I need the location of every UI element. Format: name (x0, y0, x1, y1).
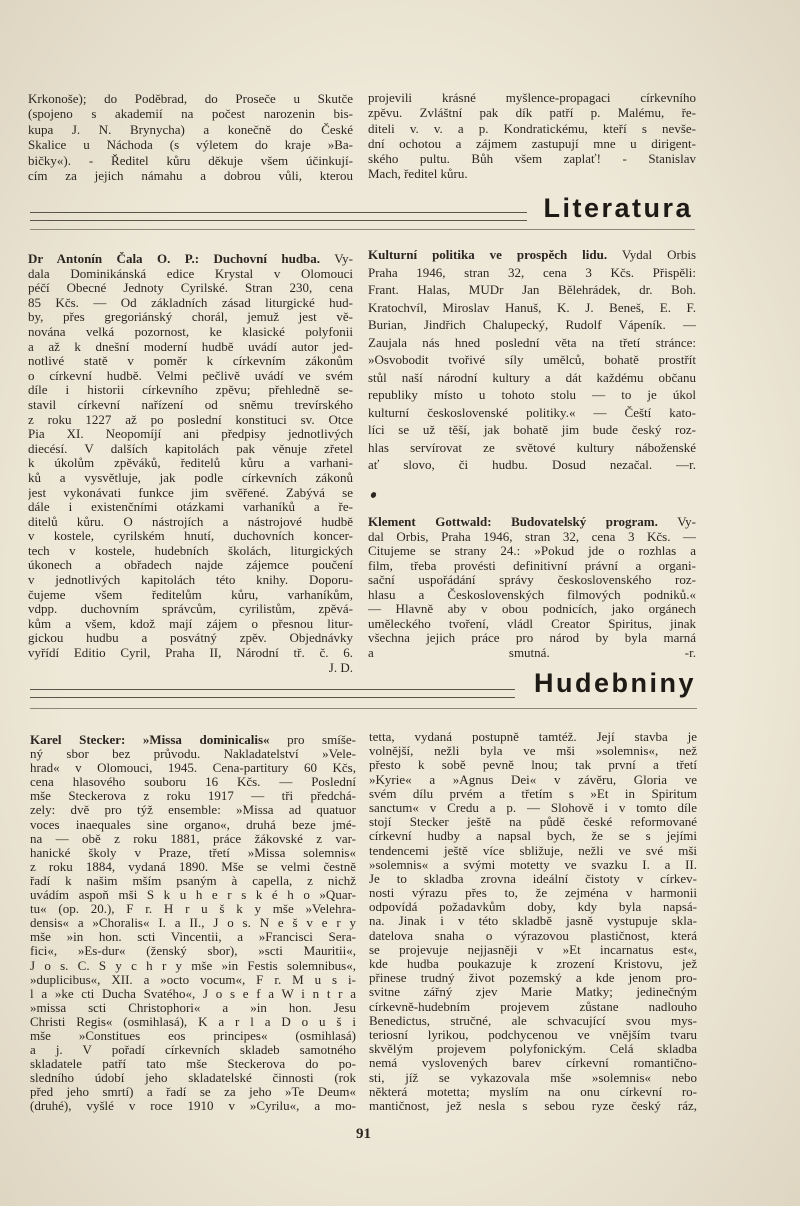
text-line: (spojeno s akademií na počest narozenin bis- (28, 106, 353, 122)
text-line: republiky místo u tohoto stolu — to je úkol (368, 387, 696, 402)
text-line: skladatele patří tato mše Steckerova do po- (30, 1057, 356, 1072)
section-rule (30, 212, 527, 213)
text-line: tech v kostele, hudebních školách, liturgických (28, 543, 353, 558)
review-title: Dr Antonín Čala O. P.: Duchovní hudba. (28, 252, 321, 266)
text-line: diteli v. v. a p. Kondratickému, kteří s nevše- (368, 120, 696, 136)
section-heading-literatura: Literatura (543, 193, 693, 223)
text-line: nemá vyslovených barev církevní romantično- (369, 1056, 697, 1071)
text-line: Je to skladba zrovna ideální čistoty v církev- (369, 871, 697, 886)
text-line: jest vykonávati funkce jim svěřené. Zabývá se (28, 485, 353, 500)
text-line: fici«, »Es-dur« (ženský sbor), »scti Mauritii«, (30, 944, 356, 959)
text-line: církevně-hudebním projevem zůstane nadlouho (369, 999, 697, 1014)
text-line: hlas servírovat ze světové kultury náboženské (368, 439, 696, 455)
text-line: řadí k našim mším psaným à capella, z nichž (30, 873, 356, 888)
text-line: úkonech a obřadech najde zájemce poučení (28, 558, 353, 573)
review-kulturni-politika (368, 246, 696, 474)
text-line: ať slovo, či hudbu. Dosud nezačal. —r. (368, 457, 696, 472)
text-line: gickou hudbu a posvátný zpěv. Objednávky (28, 631, 353, 646)
text-line: nována velká pozornost, ke klasické polyfonii (28, 324, 353, 339)
text-line: dala Dominikánská edice Krystal v Olomouci (28, 266, 353, 281)
text-line: mše »in hon. scti Vincentii, a »Francisci Sera- (30, 930, 356, 945)
text-line: »solemnis« a svými motetty ve svazku I. a II. (369, 857, 697, 872)
text-line: voces inaequales sine organo«, druhá beze jmé- (30, 817, 356, 832)
text-line (28, 252, 353, 267)
text-line: Praha 1946, stran 32, cena 3 Kčs. Přispěli: (368, 264, 696, 280)
text-line: J o s. C. S y c h r y mše »in Festis solemnibus«, (30, 958, 356, 973)
review-duchovni-hudba (28, 252, 353, 675)
text-line: projevili krásné myšlence-propagaci církevního (368, 90, 696, 105)
review-title: Klement Gottwald: Budovatelský program. (368, 515, 658, 529)
text-line: péčí Obecné Jednoty Cyrilské. Stran 230, cena (28, 281, 353, 296)
text-line: kulturní československé politiky.« — Čeští kato- (368, 404, 696, 420)
text-line: mše Steckerova z roku 1917 — tři předchá- (30, 789, 356, 804)
review-title: Kulturní politika ve prospěch lidu. (368, 247, 608, 262)
text-line: dále i existenčními otázkami varhaníků a ře- (28, 500, 353, 515)
text-line: l a »ke cti Ducha Svatého«, J o s e f a W i n t r a (30, 986, 356, 1001)
text-line: hanické školy v Praze, třetí »Missa solemnis« (30, 845, 356, 860)
text-line: dal Orbis, Praha 1946, stran 32, cena 3 Kčs. — (368, 529, 696, 544)
text-line: stojí Stecker ještě na půdě české reformované (369, 815, 697, 830)
text-line: stavil církevní nařízení od sněmu trevírského (28, 397, 353, 412)
text-line: notlivé statě v poměr k církevním zákonům (28, 354, 353, 369)
review-missa-dominicalis (30, 733, 356, 1114)
section-rule (30, 708, 697, 709)
text-line: diecésí. V dalších kapitolách pak věnuje zřetel (28, 441, 353, 456)
text-line: bičky«). - Ředitel kůru děkuje všem účinkují- (28, 152, 353, 168)
text-line: Zaujala nás hned poslední věta na třetí stránce: (368, 334, 696, 350)
text-line: volnější, nežli byla ve mši »solemnis«, než (369, 744, 697, 759)
review-title: Karel Stecker: »Missa dominicalis« (30, 733, 270, 747)
text-line: ditelů kůru. O nástrojích a nástrojové hudbě (28, 514, 353, 529)
text-line: hrad« v Olomouci, 1945. Cena-partitury 60 Kčs, (30, 761, 356, 776)
text-line: sační uspořádání správy československého roz- (368, 573, 696, 587)
text-line: Mach, ředitel kůru. (368, 166, 468, 182)
text-line: všechna jejich práce pro národ by byla marná (368, 631, 696, 645)
text-line: Christi Regis« (osmihlasá), K a r l a D o u š i (30, 1014, 356, 1029)
text-line: zpěvu. Zvláštní pak dík patří p. Malému, ře- (368, 105, 696, 121)
text-line: »Osvobodit tvořivé síly umělců, bohatě prostřít (368, 352, 696, 367)
text-line: odpovídá požadavkům doby, kdy byla napsá- (369, 900, 697, 915)
text-line: církevní hudby a napsal bych, že se s jejími (369, 829, 697, 844)
text-line (368, 246, 696, 264)
text-line: tu« (op. 20.), F r. H r u š k y mše »Velehra- (30, 902, 356, 917)
text-line: Pia XI. Neopomíjí ani předpisy jednotlivých (28, 427, 353, 442)
text-line: mantičnost, jež nesla s sebou ryze český ráz, (369, 1098, 697, 1113)
text-line: svitne zářný zjev Marie Matky; jedinečným (369, 985, 697, 1000)
separator-bullet (370, 491, 377, 499)
text-line: kupa J. N. Brynycha) a konečně do České (28, 121, 353, 137)
intro-left-column (28, 91, 353, 183)
section-rule (30, 220, 527, 221)
text-line: by, přes gregoriánský chorál, jemuž jest vě- (28, 310, 353, 325)
section-rule (30, 697, 515, 698)
text-line: hlasu a Československých filmových podniků.« (368, 587, 696, 602)
text-line-rest: Vy- (334, 252, 353, 266)
text-line: »missa scti Christophori« a »in hon. Jesu (30, 1000, 356, 1015)
text-line (30, 733, 356, 747)
section-rule (30, 229, 695, 230)
text-line (368, 515, 696, 530)
text-line: čujeme všem ředitelům kůru, varhaníkům, (28, 587, 353, 602)
text-line: a j. V pořadí církevních skladeb samotného (30, 1043, 356, 1058)
text-line: stůl naší národní kultury a dát každému občanu (368, 369, 696, 385)
text-line: cím za jejich námahu a dobrou vůli, kterou (28, 167, 353, 183)
section-rule (30, 689, 515, 690)
text-line-rest: Vydal Orbis (621, 247, 696, 262)
text-line: kde hudba poukazuje k zrození Kristovu, jež (369, 957, 697, 971)
page-number: 91 (356, 1126, 371, 1142)
text-line: z roku 1227 až po poslední konstituci sv. Otce (28, 412, 353, 427)
text-line: Krkonoše); do Poděbrad, do Proseče u Skutče (28, 91, 353, 106)
text-line: sledního údobí jeho skladatelské činnosti (rok (30, 1071, 356, 1086)
text-line: líci se už těší, jak bohatě jim bude český roz- (368, 422, 696, 437)
text-line: cena hlasového souboru 16 Kčs. — Poslední (30, 775, 356, 790)
text-line: 85 Kčs. — Od základních zásad liturgické hud- (28, 295, 353, 310)
text-line: J. D. (328, 660, 353, 675)
text-line: z roku 1884, vydaná 1890. Mše se velmi čestně (30, 859, 356, 874)
text-line: »duplicibus«, XII. a »octo vocum«, F r. M u s i- (30, 972, 356, 987)
text-line: tendencemi ještě více sbližuje, nežli ve své mši (369, 843, 697, 858)
text-line: tetta, vydaná postupně tamtéž. Její stavba je (369, 730, 697, 744)
text-line: se projevuje nejjasněji v »Et incarnatus est«, (369, 942, 697, 957)
text-line: Kratochvíl, Miroslav Hanuš, K. J. Beneš, E. F. (368, 299, 696, 315)
text-line: densis« a »Choralis« I. a II., J o s. N e š v e r y (30, 916, 356, 931)
text-line: nosti výrazu přes to, že zejména v harmonii (369, 886, 697, 901)
text-line: Citujeme se strany 24.: »Pokud jde o rozhlas a (368, 544, 696, 558)
text-line: dní ochotou a zájmem zastupují mne u dirigent- (368, 135, 696, 151)
text-line: uvádím aspoň mši S k u h e r s k é h o »Quar- (30, 888, 356, 903)
text-line: a smutná. -r. (368, 645, 696, 660)
text-line: ný sbor bez průvodu. Nakladatelství »Vele- (30, 747, 356, 762)
text-line-rest: pro smíše- (287, 733, 356, 747)
text-line: Frant. Halas, MUDr Jan Bělehrádek, dr. Boh. (368, 282, 696, 297)
text-line: (druhé), vyšlé v roce 1910 v »Cyrilu«, a mo- (30, 1099, 356, 1114)
text-line: Burian, Jindřich Chalupecký, Rudolf Vápeník. — (368, 317, 696, 332)
text-line: Benedictus, stručné, ale schvacující svou mys- (369, 1013, 697, 1028)
intro-right-column (368, 90, 696, 182)
text-line: ského pultu. Bůh všem zaplať! - Stanislav (368, 151, 696, 167)
text-line: »Kyrie« a »Agnus Dei« v závěru, Gloria ve (369, 772, 697, 787)
text-line: teriosní lyrikou, podchycenou ve vnějším tvaru (369, 1027, 697, 1042)
text-line: kům a všem, kdož mají zájem o přesnou litur- (28, 616, 353, 631)
text-line: vyřídí Editio Cyril, Praha II, Národní tř. č. 6. (28, 646, 353, 661)
text-line: v kostele, cyrilském hnutí, duchovních koncer- (28, 529, 353, 544)
text-line: mše »Constitues eos principes« (osmihlasá) (30, 1028, 356, 1043)
text-line: o církevní hudbě. Velmi pečlivě uvádí ve svém (28, 368, 353, 383)
section-heading-hudebniny: Hudebniny (534, 668, 696, 698)
text-line: některá motetta; myslím na onu církevní ro- (369, 1084, 697, 1099)
text-line: — Hlavně aby v obou podnicích, jako orgánech (368, 602, 696, 616)
text-line: díle i historii církevního zpěvu; přehledně se- (28, 383, 353, 398)
text-line: vdpp. duchovním správcům, cyrilistům, zpěvá- (28, 602, 353, 617)
review-missa-dominicalis-continued (369, 730, 697, 1113)
text-line: zely: dvě pro týž ensemble: »Missa ad quatuor (30, 803, 356, 818)
text-line: svém dílu prvém a třetím s »Et in Spiritum (369, 786, 697, 801)
text-line: sti, jíž se vykazovala mše »solemnis« nebo (369, 1070, 697, 1085)
text-line: sanctum« v Credu a p. — Slohově i v tomto díle (369, 800, 697, 815)
text-line: Skalice u Náchoda (s výletem do kraje »Ba- (28, 137, 353, 153)
text-line: v jednotlivých kapitolách této knihy. Doporu- (28, 573, 353, 588)
text-line: datelova snaha o výrazovou plastičnost, která (369, 928, 697, 943)
text-line: k úkolům zpěváků, ředitelů kůru a varhani- (28, 456, 353, 471)
text-line: ků a vysvětluje, jak podle církevních zákonů (28, 470, 353, 485)
text-line: přesto k sobě pevně lnou; tak první a třetí (369, 758, 697, 773)
text-line: skvělým projevem polyfonickým. Celá skladba (369, 1042, 697, 1057)
text-line: přinese trudný život pozemský a kde jenom pro- (369, 971, 697, 986)
text-line: na. Jinak i v této skladbě jasně vystupuje skla- (369, 914, 697, 929)
text-line: film, třeba provésti definitivní právní a organi- (368, 558, 696, 573)
text-line: na — obě z roku 1881, práce žákovské z var- (30, 831, 356, 846)
text-line: uměleckého tvoření, vládl Creator Spiritus, jinak (368, 616, 696, 631)
review-budovatelsky-program (368, 515, 696, 660)
text-line: před jeho smrtí) a řadí se za jeho »Te Deum« (30, 1085, 356, 1100)
text-line: a až k dnešní moderní hudbě uvádí autor jed- (28, 339, 353, 354)
text-line-rest: Vy- (677, 515, 696, 529)
